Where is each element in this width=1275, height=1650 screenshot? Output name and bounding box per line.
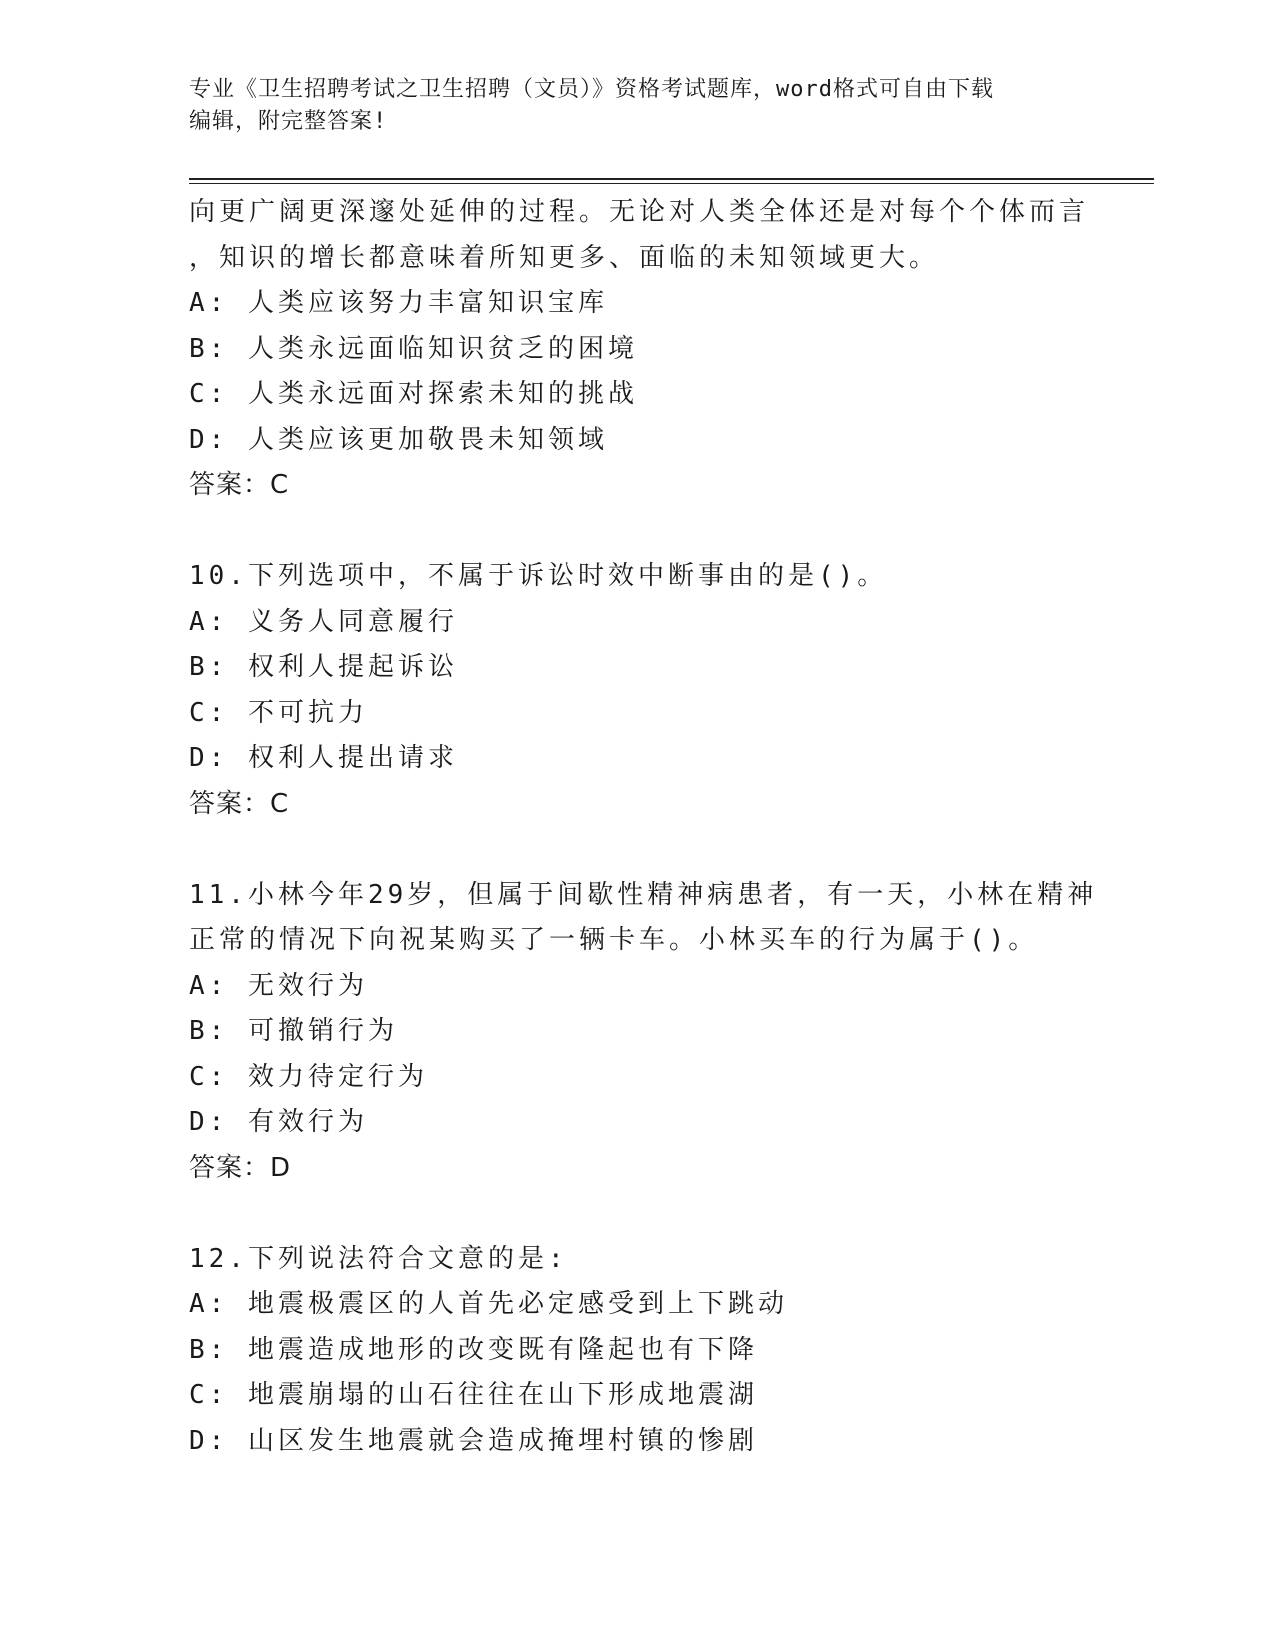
option-c: C: 效力待定行为 <box>189 1061 428 1092</box>
question-text-line: 11.小林今年29岁，但属于间歇性精神病患者，有一天，小林在精神 <box>189 879 1098 910</box>
option-c: C: 地震崩塌的山石往往在山下形成地震湖 <box>189 1380 758 1410</box>
question-text-line: 正常的情况下向祝某购买了一辆卡车。小林买车的行为属于()。 <box>189 925 1039 955</box>
option-a: A: 义务人同意履行 <box>189 606 458 637</box>
option-b: B: 权利人提起诉讼 <box>189 652 458 682</box>
option-a: A: 人类应该努力丰富知识宝库 <box>189 288 608 318</box>
option-c: C: 不可抗力 <box>189 697 368 728</box>
header-line-1: 专业《卫生招聘考试之卫生招聘（文员）》资格考试题库，word格式可自由下载 <box>189 77 994 102</box>
answer-line: 答案：C <box>189 788 290 819</box>
question-text-line: 10.下列选项中，不属于诉讼时效中断事由的是()。 <box>189 561 888 591</box>
option-a: A: 无效行为 <box>189 970 368 1001</box>
option-d: D: 山区发生地震就会造成掩埋村镇的惨剧 <box>189 1425 758 1456</box>
option-d: D: 人类应该更加敬畏未知领域 <box>189 424 608 455</box>
spacer <box>189 827 1089 873</box>
answer-line: 答案：D <box>189 1152 292 1183</box>
question-text-line: ，知识的增长都意味着所知更多、面临的未知领域更大。 <box>189 242 940 273</box>
option-b: B: 人类永远面临知识贫乏的困境 <box>189 333 638 364</box>
answer-line: 答案：C <box>189 470 290 500</box>
header-divider-thick <box>189 178 1154 180</box>
question-content <box>189 190 1098 1464</box>
option-d: D: 权利人提出请求 <box>189 743 458 773</box>
spacer <box>189 1191 1089 1237</box>
question-11 <box>189 873 1098 1192</box>
option-c: C: 人类永远面对探索未知的挑战 <box>189 379 638 409</box>
option-b: B: 地震造成地形的改变既有隆起也有下降 <box>189 1334 758 1365</box>
header-divider-thin <box>189 183 1154 184</box>
spacer <box>189 509 1089 555</box>
document-header <box>189 74 1089 138</box>
question-text-line: 12.下列说法符合文意的是: <box>189 1243 568 1274</box>
header-line-2: 编辑，附完整答案! <box>189 109 388 134</box>
option-d: D: 有效行为 <box>189 1107 368 1137</box>
question-9-continued <box>189 190 1089 509</box>
question-10 <box>189 554 1089 827</box>
option-b: B: 可撤销行为 <box>189 1016 398 1046</box>
option-a: A: 地震极震区的人首先必定感受到上下跳动 <box>189 1289 788 1319</box>
question-12 <box>189 1237 1089 1465</box>
question-text-line: 向更广阔更深邃处延伸的过程。无论对人类全体还是对每个个体而言 <box>189 197 1090 227</box>
